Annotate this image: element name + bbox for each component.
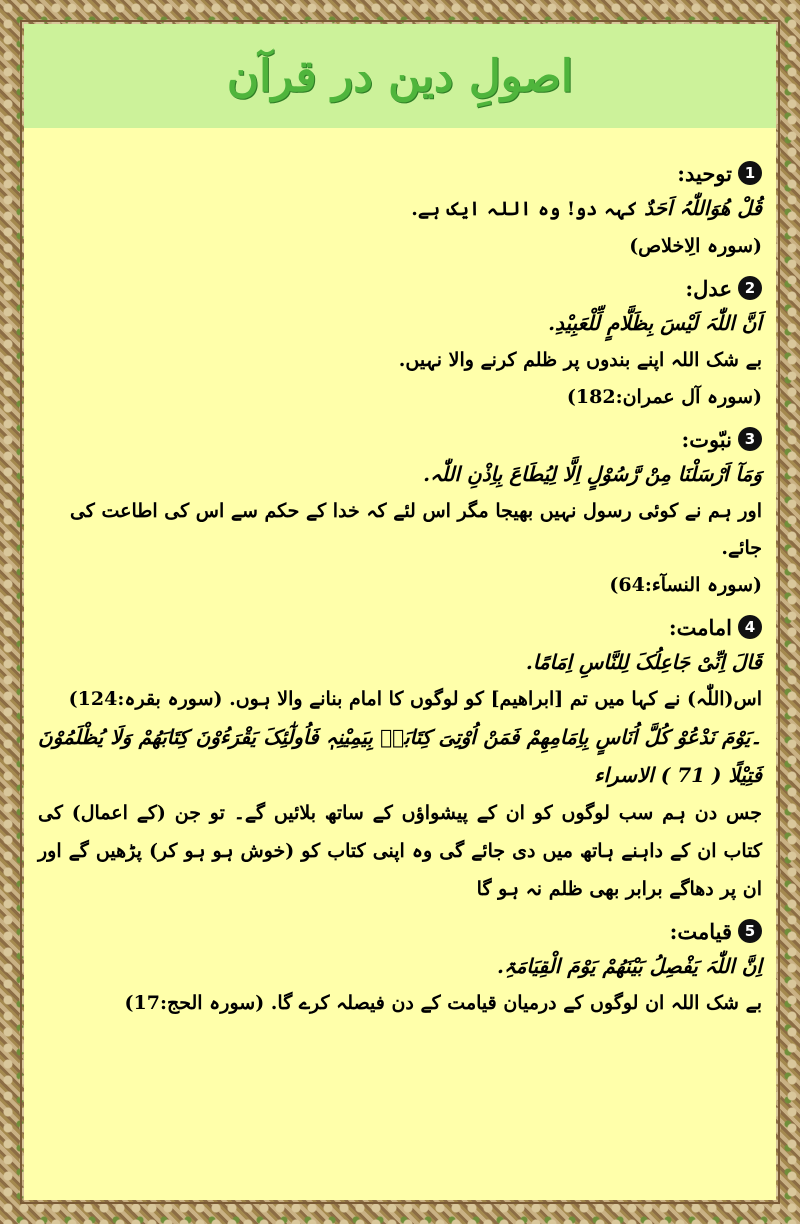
translation: بے شک اللہ ان لوگوں کے درمیان قیامت کے دن فیصلہ کرے گا. (سورہ الحج:17) xyxy=(124,992,762,1014)
reference: (سورہ آل عمران:182) xyxy=(566,386,762,408)
number-badge: 5 xyxy=(738,919,762,943)
content xyxy=(24,128,776,1022)
translation-2: جس دن ہم سب لوگوں کو ان کے پیشواؤں کے ساتھ بلائیں گے۔ تو جن (کے اعمال) کی کتاب ان کے داہنے ہاتھ میں دی جائے گی وہ اپنی کتاب کو (خوش ہو ہو کر) پڑھیں گے اور ان پر دھاگے برابر بھی ظلم نہ ہو گا xyxy=(38,802,762,900)
translation: کہہ دو! وہ اللہ ایک ہے. xyxy=(411,198,638,220)
arabic-verse: اَنَّ اللّٰہَ لَیْسَ بِظَلَّامٍ لِّلْعَبِیْدِ. xyxy=(548,311,762,335)
translation: بے شک اللہ اپنے بندوں پر ظلم کرنے والا نہیں. xyxy=(398,349,762,371)
number-badge: 4 xyxy=(738,615,762,639)
section-heading-imamat xyxy=(38,610,762,644)
translation: اس(اللّٰہ) نے کہا میں تم [ابراھیم] کو لوگوں کا امام بنانے والا ہوں. (سورہ بقرہ:124) xyxy=(68,688,762,710)
section-heading-qiyamat xyxy=(38,914,762,948)
section-title: عدل: xyxy=(685,275,732,301)
section-heading-nubuwwat xyxy=(38,422,762,456)
section-heading-adl xyxy=(38,271,762,305)
number-badge: 1 xyxy=(738,161,762,185)
page-title: اصولِ دین در قرآن xyxy=(226,50,574,102)
arabic-verse: اِنَّ اللّٰہَ یَفْصِلُ بَیْنَھُمْ یَوْمَ الْقِیَامَۃِ. xyxy=(497,954,762,978)
number-badge: 2 xyxy=(738,276,762,300)
verse-line xyxy=(38,190,762,228)
section-title: نبّوت: xyxy=(681,426,732,452)
section-title: توحید: xyxy=(677,160,732,186)
reference: (سورہ النسآء:64) xyxy=(609,574,762,596)
translation: اور ہم نے کوئی رسول نہیں بھیجا مگر اس لئے کہ خدا کے حکم سے اس کی اطاعت کی جائے. xyxy=(69,500,762,559)
reference: (سورہ الِاخلاص) xyxy=(629,235,762,257)
section-title: امامت: xyxy=(668,614,732,640)
arabic-verse: قَالَ اِنِّیْ جَاعِلُکَ لِلنَّاسِ اِمَامًا. xyxy=(525,650,762,674)
page xyxy=(24,24,776,1200)
number-badge: 3 xyxy=(738,427,762,451)
arabic-verse: قُلْ ھُوَاللّٰہُ اَحَدٌ xyxy=(644,196,762,220)
arabic-verse-2: ۔یَوْمَ نَدْعُوْ کُلَّ اُنَاسٍ بِاِمَامِھِمْ فَمَنْ اُوْتِیَ کِتَابَہٗ بِیَمِیْنِہٖ فَاُولٰٓئِکَ یَقْرَءُوْنَ کِتَابَھُمْ وَلَا یُظْلَمُوْنَ فَتِیْلًا ( 71 ) الاسراء xyxy=(38,725,763,787)
section-heading-tawheed xyxy=(38,156,762,190)
title-band xyxy=(24,24,776,128)
arabic-verse: وَمَآ اَرْسَلْنَا مِنْ رَّسُوْلٍ اِلَّا لِیُطَاعَ بِاِذْنِ اللّٰہ. xyxy=(423,462,762,486)
section-title: قیامت: xyxy=(669,918,732,944)
